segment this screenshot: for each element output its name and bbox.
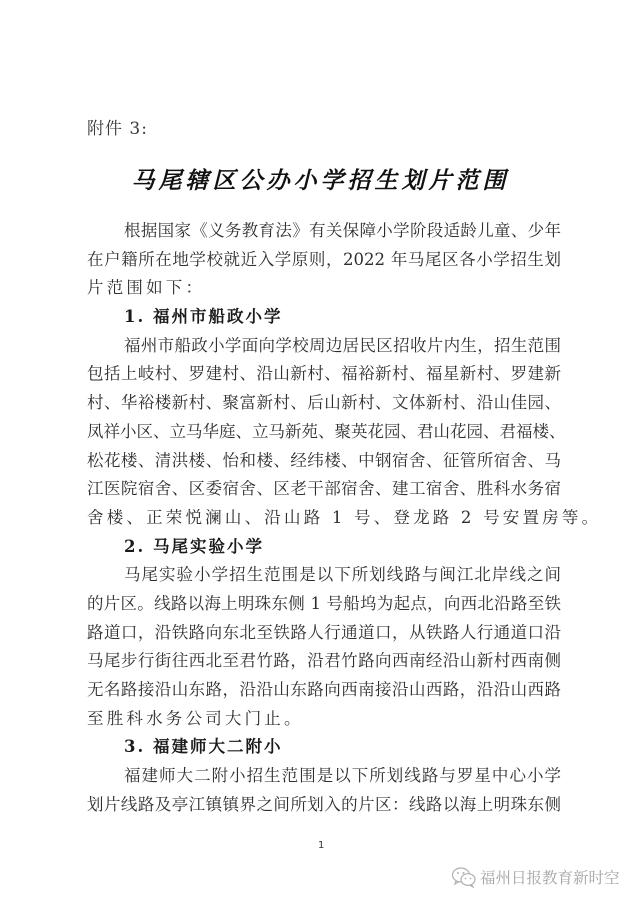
intro-line: 在户籍所在地学校就近入学原则，2022 年马尾区各小学招生划: [87, 249, 561, 269]
section-3-line: 福建师大二附小招生范围是以下所划线路与罗星中心小学: [124, 766, 561, 786]
intro-line: 根据国家《义务教育法》有关保障小学阶段适龄儿童、少年: [124, 221, 561, 240]
watermark-text: 福州日报教育新时空: [480, 869, 620, 887]
section-1-line: 村、华裕楼新村、聚富新村、后山新村、文体新村、沿山佳园、: [87, 393, 561, 413]
attachment-label: 附件 3:: [87, 119, 148, 139]
section-1-line: 福州市船政小学面向学校周边居民区招收片内生，招生范围: [124, 335, 561, 355]
section-2-line: 马尾实验小学招生范围是以下所划线路与闽江北岸线之间: [124, 565, 561, 585]
section-1-line: 江医院宿舍、区委宿舍、区老干部宿舍、建工宿舍、胜科水务宿: [87, 479, 561, 499]
section-heading-1: 1. 福州市船政小学: [124, 307, 283, 327]
section-2-line: 的片区。线路以海上明珠东侧 1 号船坞为起点，向西北沿路至铁: [87, 593, 561, 613]
section-2-line: 无名路接沿山东路，沿沿山东路向西南接沿山西路，沿沿山西路: [87, 680, 561, 699]
section-1-line: 舍楼、正荣悦澜山、沿山路 1 号、登龙路 2 号安置房等。: [87, 507, 602, 527]
section-1-line: 凤祥小区、立马华庭、立马新苑、聚英花园、君山花园、君福楼、: [87, 421, 566, 441]
wechat-icon: [451, 866, 477, 888]
section-1-line: 松花楼、清洪楼、怡和楼、经纬楼、中钢宿舍、征管所宿舍、马: [87, 450, 561, 470]
section-1-line: 包括上岐村、罗建村、沿山新村、福裕新村、福星新村、罗建新: [87, 364, 561, 384]
page-number: 1: [318, 840, 325, 851]
section-2-line: 马尾步行街往西北至君竹路，沿君竹路向西南经沿山新村西南侧: [87, 651, 561, 671]
section-2-line: 路道口，沿铁路向东北至铁路人行通道口，从铁路人行通道口沿: [87, 622, 561, 642]
intro-line: 片范围如下：: [87, 278, 206, 298]
document-title: 马尾辖区公办小学招生划片范围: [131, 167, 510, 194]
document-body: [87, 217, 602, 819]
section-heading-3: 3. 福建师大二附小: [124, 737, 283, 757]
watermark: [451, 866, 620, 888]
section-heading-2: 2. 马尾实验小学: [124, 536, 264, 556]
section-2-line: 至胜科水务公司大门止。: [87, 708, 304, 728]
section-3-line: 划片线路及亭江镇镇界之间所划入的片区：线路以海上明珠东侧: [87, 794, 561, 814]
